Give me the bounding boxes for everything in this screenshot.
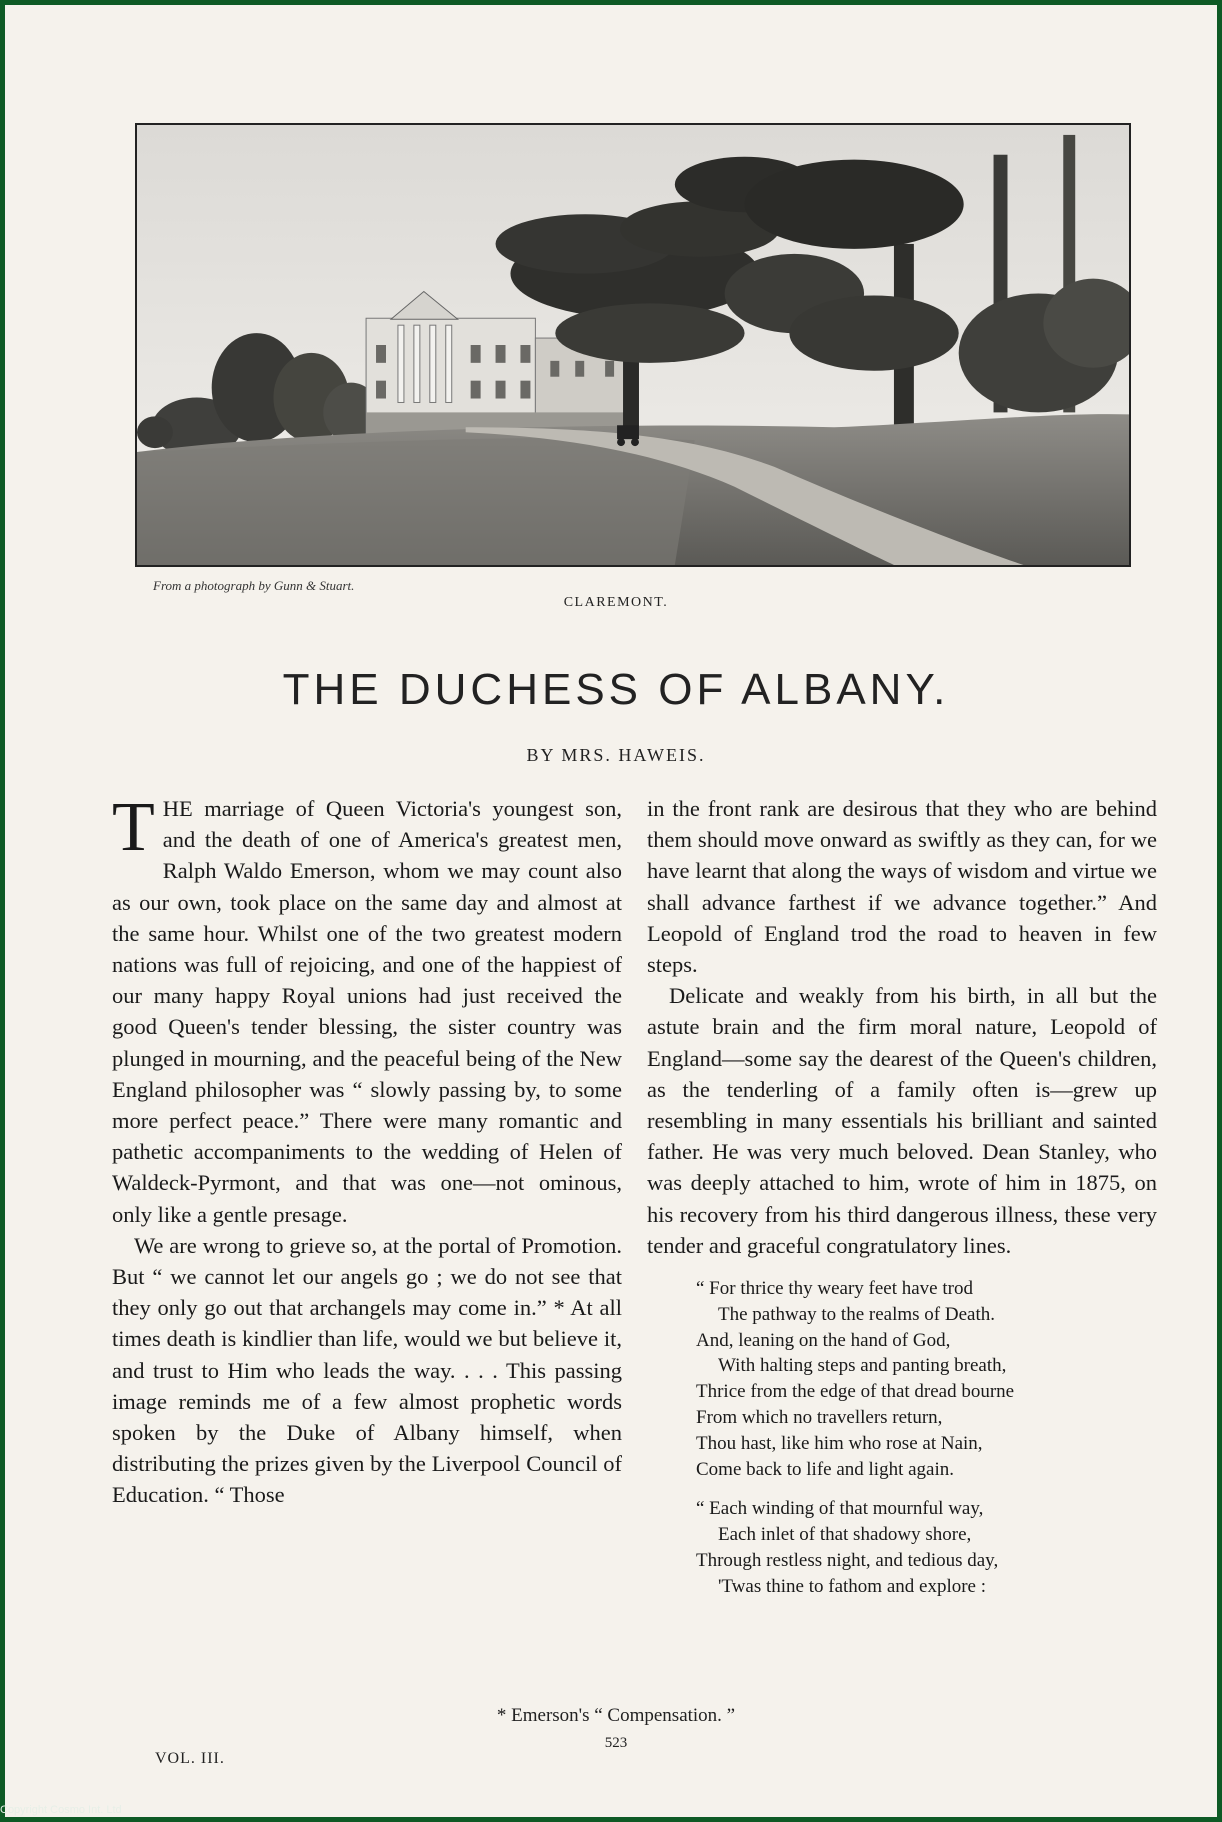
claremont-photograph (135, 123, 1131, 567)
poem-line: Thou hast, like him who rose at Nain, (696, 1432, 983, 1454)
poem-line: The pathway to the realms of Death. (718, 1303, 995, 1325)
paragraph: Delicate and weakly from his birth, in all but the astute brain and the firm moral nature, Leopold of England—some say the dearest of the Queen's children, as the tenderling of a family often is—grew up resembling in many essentials his brilliant and sainted father. He was very much beloved. Dean Stanley, who was deeply attached to him, wrote of him in 1875, on his recovery from his third dangerous illness, these very tender and graceful congratulatory lines. (647, 983, 1157, 1258)
footnote: * Emerson's “ Compensation. ” (496, 1705, 736, 1726)
poem-line: Each inlet of that shadowy shore, (718, 1524, 972, 1546)
copyright-notice: Copyright Cosmo Int. Ltd (0, 1804, 122, 1816)
left-column (112, 789, 622, 1511)
poem-stanza (647, 1276, 1157, 1482)
poem-stanza (647, 1496, 1157, 1599)
page-number: 523 (604, 1735, 628, 1751)
volume-label: VOL. III. (155, 1750, 225, 1767)
poem-line: And, leaning on the hand of God, (696, 1329, 951, 1351)
poem-line: “ Each winding of that mournful way, (696, 1498, 984, 1520)
poem-line: Thrice from the edge of that dread bourne (696, 1381, 1015, 1403)
right-column (647, 793, 1157, 1614)
drop-cap: T (112, 789, 155, 866)
poem-line: 'Twas thine to fathom and explore : (718, 1575, 987, 1597)
article-title: THE DUCHESS OF ALBANY. (282, 665, 950, 714)
poem-line: “ For thrice thy weary feet have trod (696, 1278, 973, 1300)
poem-line: Through restless night, and tedious day, (696, 1550, 999, 1572)
poem-line: Come back to life and light again. (696, 1458, 955, 1480)
photo-credit: From a photograph by Gunn & Stuart. (153, 578, 355, 593)
claremont-illustration (137, 125, 1129, 565)
poem (647, 1276, 1157, 1600)
magazine-page (5, 5, 1217, 1817)
paragraph-text: HE marriage of Queen Victoria's youngest son, and the death of one of America's greatest men, Ralph Waldo Emerson, whom we may count also as our own, took place on the same day and almost at the same hour. Whilst one of the two greatest modern nations was full of rejoicing, and one of the happiest of our many happy Royal unions had just received the good Queen's tender blessing, the sister country was plunged in mourning, and the peaceful being of the New England philosopher was “ slowly passing by, to some more perfect peace.” There were many romantic and pathetic accompaniments to the wedding of Helen of Waldeck-Pyrmont, and that was one—not ominous, only like a gentle presage. (112, 796, 622, 1227)
poem-line: From which no travellers return, (696, 1407, 943, 1429)
paragraph: in the front rank are desirous that they who are behind them should move onward as swiftly as they can, for we have learnt that along the ways of wisdom and virtue we shall advance farthest if we advance together.” And Leopold of England trod the road to heaven in few steps. (647, 796, 1157, 978)
photo-caption: CLAREMONT. (563, 595, 669, 610)
paragraph: We are wrong to grieve so, at the portal of Promotion. But “ we cannot let our angels go ; we do not see that they only go out that archangels may come in.” * At all times death is kindlier than life, would we but believe it, and trust to Him who leads the way. . . . This passing image reminds me of a few almost prophetic words spoken by the Duke of Albany himself, when distributing the prizes given by the Liverpool Council of Education. “ Those (112, 1232, 622, 1508)
poem-line: With halting steps and panting breath, (718, 1355, 1007, 1377)
article-byline: BY MRS. HAWEIS. (526, 745, 706, 765)
paragraph (112, 789, 622, 1230)
